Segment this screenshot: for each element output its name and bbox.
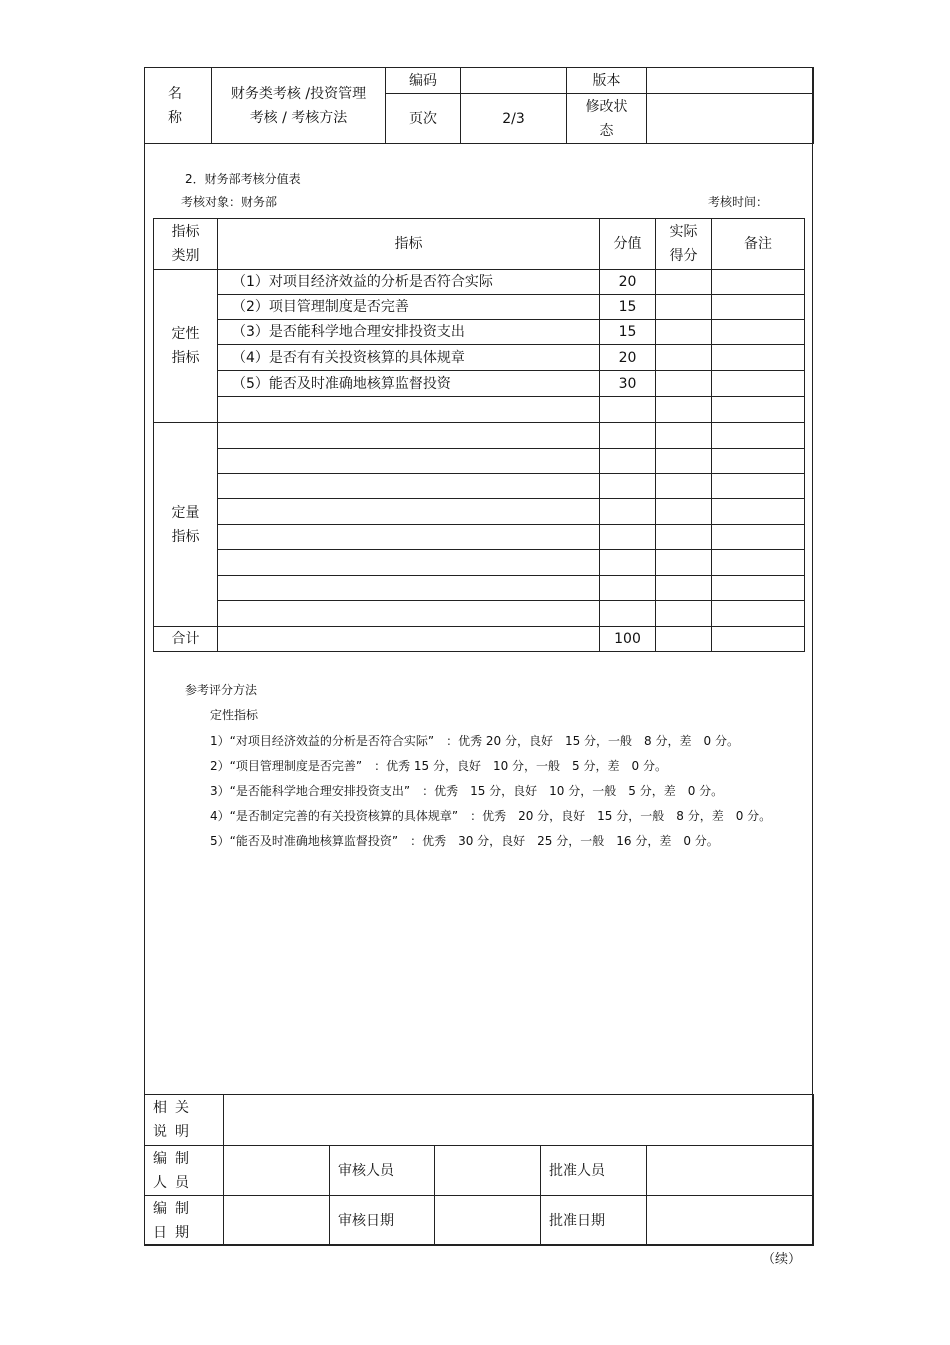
method-subtitle: 定性指标 (210, 708, 259, 722)
approver-value[interactable] (647, 1146, 814, 1196)
empty-cell[interactable] (218, 601, 600, 627)
table-row (154, 371, 805, 397)
empty-cell[interactable] (656, 601, 712, 627)
empty-cell[interactable] (712, 576, 805, 601)
header-category: 指标类别 (154, 219, 218, 270)
related-notes-value[interactable] (224, 1095, 814, 1146)
actual-score-cell[interactable] (656, 371, 712, 397)
empty-cell[interactable] (600, 423, 656, 449)
table-row (154, 270, 805, 295)
empty-cell[interactable] (712, 474, 805, 499)
indicator-name: （2）项目管理制度是否完善 (218, 295, 600, 320)
empty-cell[interactable] (218, 550, 600, 576)
header-actual-score: 实际得分 (656, 219, 712, 270)
approve-date-label: 批准日期 (541, 1196, 647, 1246)
empty-cell[interactable] (218, 449, 600, 474)
empty-cell[interactable] (600, 397, 656, 423)
revision-label: 修改状态 (567, 94, 647, 144)
empty-cell[interactable] (656, 499, 712, 525)
table-row (154, 345, 805, 371)
remarks-cell[interactable] (712, 320, 805, 345)
remarks-cell[interactable] (712, 371, 805, 397)
indicator-score: 30 (600, 371, 656, 397)
author-date-label: 编制日期 (145, 1196, 224, 1246)
empty-cell[interactable] (656, 576, 712, 601)
reviewer-label: 审核人员 (330, 1146, 435, 1196)
empty-cell[interactable] (600, 550, 656, 576)
method-item: 2）“项目管理制度是否完善” ：优秀 15 分，良好 10 分，一般 5 分，差 0 分。 (210, 759, 667, 773)
page-label: 页次 (386, 94, 461, 144)
table-row (154, 499, 805, 525)
section-title: 2．财务部考核分值表 (185, 172, 301, 186)
indicator-score: 20 (600, 345, 656, 371)
name-label: 名称 (145, 68, 212, 144)
empty-cell[interactable] (600, 449, 656, 474)
header-table (144, 67, 814, 144)
empty-cell[interactable] (712, 423, 805, 449)
version-value (647, 68, 814, 94)
table-row (154, 320, 805, 345)
table-row (154, 295, 805, 320)
empty-cell[interactable] (712, 550, 805, 576)
review-date-label: 审核日期 (330, 1196, 435, 1246)
author-date-value[interactable] (224, 1196, 330, 1246)
version-label: 版本 (567, 68, 647, 94)
indicator-name: （5）能否及时准确地核算监督投资 (218, 371, 600, 397)
quantitative-label: 定量指标 (154, 423, 218, 627)
author-value[interactable] (224, 1146, 330, 1196)
empty-cell[interactable] (600, 525, 656, 550)
indicator-score: 20 (600, 270, 656, 295)
method-item: 1）“对项目经济效益的分析是否符合实际” ：优秀 20 分，良好 15 分，一般 8 分，差 0 分。 (210, 734, 739, 748)
header-remarks: 备注 (712, 219, 805, 270)
empty-cell[interactable] (218, 423, 600, 449)
empty-cell[interactable] (600, 601, 656, 627)
empty-cell[interactable] (656, 449, 712, 474)
assessment-time: 考核时间： (708, 195, 769, 209)
actual-score-cell[interactable] (656, 295, 712, 320)
empty-cell[interactable] (600, 474, 656, 499)
code-value (461, 68, 567, 94)
table-row (154, 397, 805, 423)
empty-cell[interactable] (712, 627, 805, 652)
remarks-cell[interactable] (712, 270, 805, 295)
empty-cell[interactable] (656, 525, 712, 550)
header-score: 分值 (600, 219, 656, 270)
empty-cell[interactable] (712, 601, 805, 627)
indicator-score: 15 (600, 320, 656, 345)
related-notes-label: 相关说明 (145, 1095, 224, 1146)
empty-cell[interactable] (656, 550, 712, 576)
method-item: 4）“是否制定完善的有关投资核算的具体规章” ：优秀 20 分，良好 15 分，一般 8 分，差 0 分。 (210, 809, 772, 823)
method-item: 3）“是否能科学地合理安排投资支出” ：优秀 15 分，良好 10 分，一般 5 分，差 0 分。 (210, 784, 724, 798)
empty-cell[interactable] (600, 499, 656, 525)
empty-cell[interactable] (600, 576, 656, 601)
qualitative-label: 定性指标 (154, 270, 218, 423)
name-value: 财务类考核 /投资管理考核 / 考核方法 (212, 68, 386, 144)
method-title: 参考评分方法 (185, 683, 258, 697)
empty-cell[interactable] (218, 474, 600, 499)
page-value: 2/3 (461, 94, 567, 144)
indicator-name: （4）是否有有关投资核算的具体规章 (218, 345, 600, 371)
actual-score-cell[interactable] (656, 320, 712, 345)
empty-cell[interactable] (656, 423, 712, 449)
reviewer-value[interactable] (435, 1146, 541, 1196)
empty-cell[interactable] (656, 474, 712, 499)
total-value: 100 (600, 627, 656, 652)
remarks-cell[interactable] (712, 345, 805, 371)
empty-cell[interactable] (218, 627, 600, 652)
approver-label: 批准人员 (541, 1146, 647, 1196)
code-label: 编码 (386, 68, 461, 94)
empty-cell[interactable] (656, 627, 712, 652)
total-row (154, 627, 805, 652)
author-label: 编制人员 (145, 1146, 224, 1196)
table-row (154, 423, 805, 449)
review-date-value[interactable] (435, 1196, 541, 1246)
header-indicator: 指标 (218, 219, 600, 270)
total-label: 合计 (154, 627, 218, 652)
empty-cell[interactable] (218, 397, 600, 423)
signature-table (144, 1094, 814, 1246)
empty-cell[interactable] (656, 397, 712, 423)
empty-cell[interactable] (712, 397, 805, 423)
indicator-name: （1）对项目经济效益的分析是否符合实际 (218, 270, 600, 295)
approve-date-value[interactable] (647, 1196, 814, 1246)
table-row (154, 601, 805, 627)
method-item: 5）“能否及时准确地核算监督投资” ：优秀 30 分，良好 25 分，一般 16 分，差 0 分。 (210, 834, 719, 848)
table-row (154, 550, 805, 576)
empty-cell[interactable] (218, 499, 600, 525)
table-row (154, 576, 805, 601)
indicator-name: （3）是否能科学地合理安排投资支出 (218, 320, 600, 345)
empty-cell[interactable] (218, 525, 600, 550)
empty-cell[interactable] (712, 525, 805, 550)
indicator-score: 15 (600, 295, 656, 320)
table-row (154, 525, 805, 550)
empty-cell[interactable] (712, 449, 805, 474)
actual-score-cell[interactable] (656, 270, 712, 295)
continued-note: （续） (762, 1252, 802, 1267)
assessment-target: 考核对象：财务部 (181, 195, 278, 209)
empty-cell[interactable] (218, 576, 600, 601)
table-row (154, 474, 805, 499)
empty-cell[interactable] (712, 499, 805, 525)
revision-value (647, 94, 814, 144)
score-table (153, 218, 805, 652)
actual-score-cell[interactable] (656, 345, 712, 371)
table-row (154, 449, 805, 474)
remarks-cell[interactable] (712, 295, 805, 320)
